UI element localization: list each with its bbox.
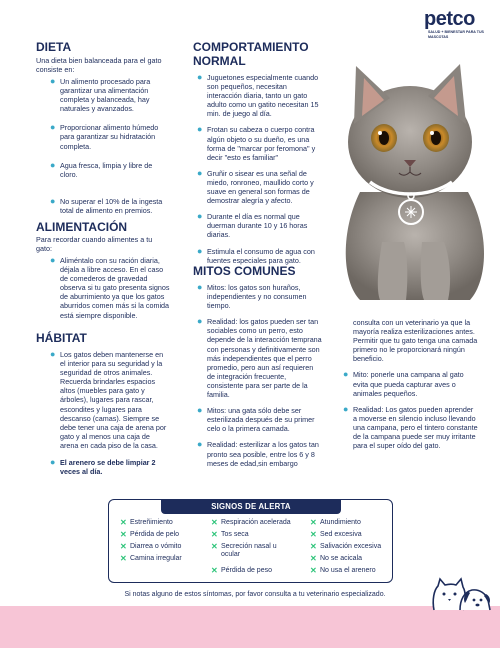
sign-item: ✕ Camina irregular xyxy=(120,554,182,563)
list-item: ● Agua fresca, limpia y libre de cloro. xyxy=(50,159,153,179)
bullet-dot-icon: ● xyxy=(197,245,203,256)
dieta-list xyxy=(50,77,165,215)
x-mark-icon: ✕ xyxy=(310,518,317,527)
sign-item: ✕ Respiración acelerada xyxy=(211,518,291,527)
list-item: ● Frotan su cabeza o cuerpo contra algún objeto o su dueño, es una forma de "marcar por feromona" y decir "esto es familiar" xyxy=(197,124,316,162)
dieta-intro: Una dieta bien balanceada para el gato consiste en: xyxy=(36,56,162,75)
sign-item: ✕ Pérdida de peso xyxy=(211,566,272,575)
x-mark-icon: ✕ xyxy=(120,530,127,539)
list-item: ● Proporcionar alimento húmedo para garantizar su hidratación completa. xyxy=(50,122,159,151)
petco-logo xyxy=(424,8,494,39)
mitos-list-left xyxy=(197,283,322,468)
title-line-1: COMPORTAMIENTO xyxy=(193,40,309,54)
bullet-dot-icon: ● xyxy=(197,124,203,135)
list-item: ● El arenero se debe limpiar 2 veces al día. xyxy=(50,457,156,477)
list-item: ● No superar el 10% de la ingesta total de alimento en premios. xyxy=(50,195,163,215)
title-line-2: NORMAL xyxy=(193,54,246,68)
list-item: ● Los gatos deben mantenerse en el interior para su seguridad y la seguridad de otros animales. Recuerda brindarles espacios altos (muebles para gato y árboles), lugares para rascar, escondites y lugares para descanso (camas). Siempre se debe tener una caja de arena por gato y al menos una caja de arena en cada piso de la casa. xyxy=(50,349,167,450)
bullet-dot-icon: ● xyxy=(50,195,56,206)
sign-item: ✕ Atundimiento xyxy=(310,518,361,527)
x-mark-icon: ✕ xyxy=(310,542,317,551)
bullet-dot-icon: ● xyxy=(50,159,56,170)
sign-item: ✕ Pérdida de pelo xyxy=(120,530,180,539)
comportamiento-list xyxy=(197,73,319,265)
mitos-continuation-2: Permitir que tu gato tenga una camada primero no le proporcionará ningún beneficio. xyxy=(353,336,478,364)
section-title-habitat: HÁBITAT xyxy=(36,331,87,345)
bullet-dot-icon: ● xyxy=(197,282,203,292)
bullet-dot-icon: ● xyxy=(50,255,56,265)
sign-item: ✕ Estreñimiento xyxy=(120,518,173,527)
sign-item: ✕ No usa el arenero xyxy=(310,566,376,575)
list-item: ● Estimula el consumo de agua con fuentes especiales para gato. xyxy=(197,245,315,265)
bullet-dot-icon: ● xyxy=(50,122,56,133)
x-mark-icon: ✕ xyxy=(211,530,218,539)
bullet-dot-icon: ● xyxy=(50,349,56,359)
bullet-dot-icon: ● xyxy=(50,457,56,468)
alimentacion-intro: Para recordar cuando alimentes a tu gato: xyxy=(36,235,153,254)
sign-item: ✕ Salivación excesiva xyxy=(310,542,382,551)
alert-signs-title: SIGNOS DE ALERTA xyxy=(161,499,341,514)
list-item: ● Mitos: una gata sólo debe ser esterilizada después de su primer celo o la primera camada. xyxy=(197,405,315,434)
mitos-right-column xyxy=(343,318,478,450)
cat-photo xyxy=(320,42,495,304)
logo-text: petco xyxy=(424,8,475,30)
list-item: ● Realidad: Los gatos pueden aprender a moverse en silencio incluso llevando una campana, pero el tintero constante de la campana puede ser muy irritante para el super oído del gato. xyxy=(343,403,478,451)
bullet-dot-icon: ● xyxy=(197,316,203,327)
x-mark-icon: ✕ xyxy=(310,554,317,563)
list-item: ● Gruñir o sisear es una señal de miedo, ronroneo, maullido corto y suave en general son formas de demostrar alegría y afecto. xyxy=(197,167,314,206)
section-title-comportamiento xyxy=(193,40,309,68)
x-mark-icon: ✕ xyxy=(120,542,127,551)
cat-dog-outline-icon xyxy=(430,576,492,612)
list-item: ● Mitos: los gatos son huraños, independientes y no consumen tiempo. xyxy=(197,282,307,311)
section-title-mitos: MITOS COMUNES xyxy=(193,264,296,278)
bullet-dot-icon: ● xyxy=(197,167,203,178)
sign-item: ✕ No se acicala xyxy=(310,554,363,563)
bullet-dot-icon: ● xyxy=(197,439,203,450)
list-item: ● Un alimento procesado para garantizar una alimentación completa y balanceada, hay naturales y avanzados. xyxy=(50,76,151,114)
sign-item: ✕ Sed excesiva xyxy=(310,530,362,539)
mitos-list-right xyxy=(343,370,478,450)
list-item: ● Realidad: esterilizar a los gatos tan pronto sea posible, entre los 6 y 8 meses de edad,sin embargo xyxy=(197,439,319,468)
footer-note: Si notas alguno de estos síntomas, por favor consulta a tu veterinario especializado. xyxy=(124,591,386,598)
x-mark-icon: ✕ xyxy=(310,566,317,575)
bullet-dot-icon: ● xyxy=(197,72,203,82)
sign-item: ✕ Tos seca xyxy=(211,530,249,539)
bullet-dot-icon: ● xyxy=(50,76,56,86)
bullet-dot-icon: ● xyxy=(343,369,349,380)
x-mark-icon: ✕ xyxy=(211,542,218,551)
habitat-list xyxy=(50,350,168,476)
section-title-alimentacion: ALIMENTACIÓN xyxy=(36,220,128,234)
bullet-dot-icon: ● xyxy=(343,403,349,414)
x-mark-icon: ✕ xyxy=(120,554,127,563)
sign-item: ✕ Secreción nasal u ocular xyxy=(211,542,277,559)
x-mark-icon: ✕ xyxy=(211,518,218,527)
section-title-dieta: DIETA xyxy=(36,40,72,54)
sign-item: ✕ Diarrea o vómito xyxy=(120,542,182,551)
list-item: ● Juguetones especialmente cuando son pequeños, necesitan interacción diaria, tanto un gato adulto como un gatito necesitan 15 min. de juego al día. xyxy=(197,72,319,119)
list-item: ● Mito: ponerle una campana al gato evita que pueda capturar aves o animales pequeños. xyxy=(343,369,464,398)
list-item: ● Durante el día es normal que duerman durante 10 y 16 horas diarias. xyxy=(197,211,308,240)
bullet-dot-icon: ● xyxy=(197,211,203,222)
mitos-continuation: consulta con un veterinario ya que la mayoría realiza esterilizaciones antes. xyxy=(353,318,475,337)
footer-band xyxy=(0,606,500,648)
x-mark-icon: ✕ xyxy=(310,530,317,539)
bullet-dot-icon: ● xyxy=(197,405,203,416)
x-mark-icon: ✕ xyxy=(211,566,218,575)
alimentacion-list xyxy=(50,256,170,320)
list-item: ● Aliméntalo con su ración diaria, déjala a libre acceso. En el caso de comederos de gravedad observa si tu gato presenta signos de aburrimiento ya que los gatos aburridos comen más si la comida está siempre disponible. xyxy=(50,255,170,320)
logo-tagline: SALUD + BIENESTAR PARA TUS MASCOTAS xyxy=(428,30,484,39)
list-item: ● Realidad: los gatos pueden ser tan sociables como un perro, esto depende de la interacción temprana con personas y definitivamente son más independientes que el perro promedio, pero aun así requieren de integración frecuente, consistente para ser parte de la familia. xyxy=(197,316,322,400)
x-mark-icon: ✕ xyxy=(120,518,127,527)
